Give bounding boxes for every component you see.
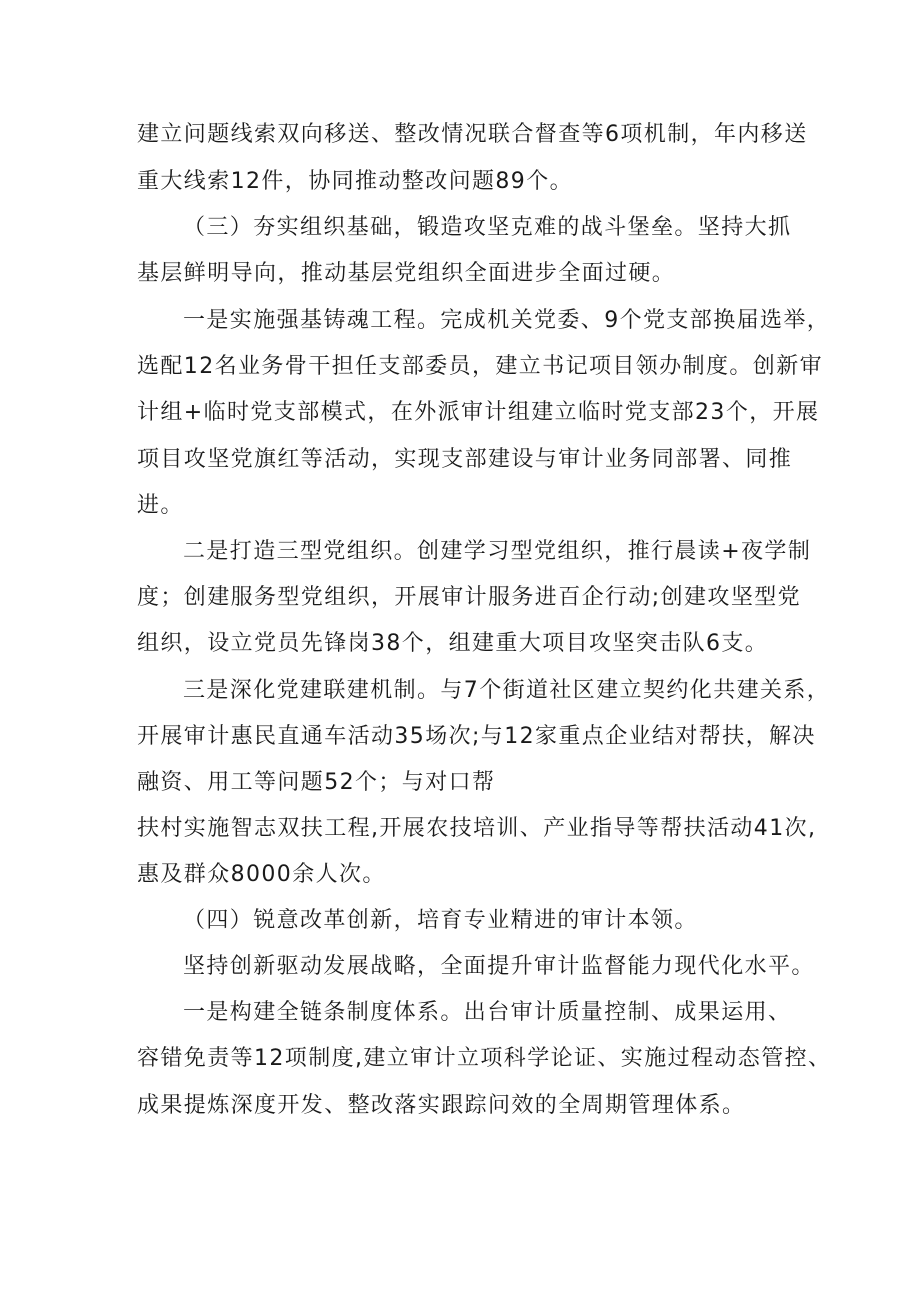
paragraph-line: 组织，设立党员先锋岗38个，组建重大项目攻坚突击队6支。 <box>137 631 769 656</box>
paragraph-line: 基层鲜明导向，推动基层党组织全面进步全面过硬。 <box>137 261 676 286</box>
paragraph-line: 选配12名业务骨干担任支部委员，建立书记项目领办制度。创新审 <box>137 354 823 379</box>
paragraph-line: 建立问题线索双向移送、整改情况联合督查等6项机制，年内移送 <box>137 122 808 147</box>
paragraph-line: 度；创建服务型党组织，开展审计服务进百企行动;创建攻坚型党 <box>137 585 802 610</box>
paragraph-line: 惠及群众8000余人次。 <box>137 862 386 887</box>
paragraph-line: 扶村实施智志双扶工程,开展农技培训、产业指导等帮扶活动41次, <box>137 816 817 841</box>
paragraph-line: 进。 <box>137 493 184 518</box>
paragraph-line: 三是深化党建联建机制。与7个街道社区建立契约化共建关系， <box>183 678 831 703</box>
paragraph-line: 成果提炼深度开发、整改落实跟踪问效的全周期管理体系。 <box>137 1093 746 1118</box>
paragraph-line: 一是构建全链条制度体系。出台审计质量控制、成果运用、 <box>183 1000 792 1025</box>
paragraph-line: 容错免责等12项制度,建立审计立项科学论证、实施过程动态管控、 <box>137 1046 832 1071</box>
section-heading-3: （三）夯实组织基础，锻造攻坚克难的战斗堡垒。坚持大抓 <box>183 215 792 240</box>
paragraph-line: 融资、用工等问题52个；与对口帮 <box>137 770 496 795</box>
paragraph-line: 二是打造三型党组织。创建学习型党组织，推行晨读+夜学制 <box>183 539 812 564</box>
paragraph-line: 一是实施强基铸魂工程。完成机关党委、9个党支部换届选举， <box>183 308 831 333</box>
paragraph-line: 坚持创新驱动发展战略，全面提升审计监督能力现代化水平。 <box>183 954 815 979</box>
paragraph-line: 重大线索12件，协同推动整改问题89个。 <box>137 169 573 194</box>
paragraph-line: 计组+临时党支部模式，在外派审计组建立临时党支部23个，开展 <box>137 400 820 425</box>
paragraph-line: 开展审计惠民直通车活动35场次;与12家重点企业结对帮扶，解决 <box>137 724 816 749</box>
paragraph-line: 项目攻坚党旗红等活动，实现支部建设与审计业务同部署、同推 <box>137 447 793 472</box>
section-heading-4: （四）锐意改革创新，培育专业精进的审计本领。 <box>183 908 698 933</box>
